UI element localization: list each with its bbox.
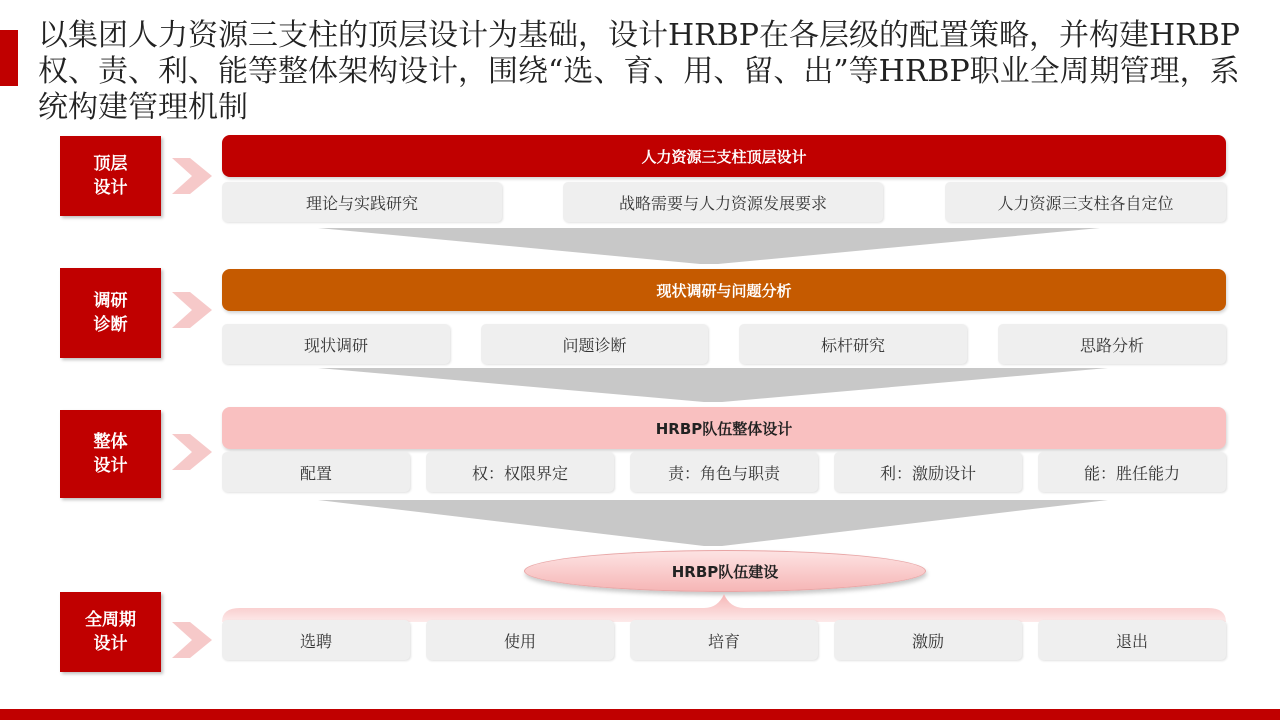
item-benchmark-study: 标杆研究 (739, 324, 967, 364)
stage-band-top-level: 人力资源三支柱顶层设计 (222, 135, 1226, 177)
item-exit: 退出 (1038, 620, 1226, 660)
item-incentive-design: 利：激励设计 (834, 452, 1022, 492)
title-accent-bar (0, 30, 18, 86)
stage-label-overall-design (60, 410, 161, 498)
item-allocation: 配置 (222, 452, 410, 492)
stage-label-text: 顶层设计 (93, 154, 128, 198)
stage-band-research: 现状调研与问题分析 (222, 269, 1226, 311)
stage-label-top-level (60, 136, 161, 216)
item-competency: 能：胜任能力 (1038, 452, 1226, 492)
stage-label-text: 调研诊断 (93, 291, 128, 335)
funnel-arrow (318, 368, 1108, 402)
chevron-right-icon (172, 620, 216, 660)
item-strategy-needs: 战略需要与人力资源发展要求 (563, 182, 883, 222)
item-theory-practice: 理论与实践研究 (222, 182, 502, 222)
stage-label-text: 全周期设计 (85, 610, 136, 654)
team-building-ellipse: HRBP队伍建设 (524, 550, 926, 592)
chevron-right-icon (172, 290, 216, 330)
funnel-arrow (318, 228, 1100, 264)
item-pillar-positioning: 人力资源三支柱各自定位 (945, 182, 1226, 222)
item-responsibility: 责：角色与职责 (630, 452, 818, 492)
page-title: 以集团人力资源三支柱的顶层设计为基础，设计HRBP在各层级的配置策略，并构建HRBP权、责、利、能等整体架构设计，围绕“选、育、用、留、出”等HRBP职业全周期管理，系统构建管理机制 (38, 18, 1240, 125)
chevron-right-icon (172, 432, 216, 472)
item-development: 培育 (630, 620, 818, 660)
item-authority: 权：权限界定 (426, 452, 614, 492)
stage-label-lifecycle-design (60, 592, 161, 672)
stage-label-research (60, 268, 161, 358)
footer-bar (0, 709, 1280, 720)
item-incentive: 激励 (834, 620, 1022, 660)
item-deployment: 使用 (426, 620, 614, 660)
item-approach-analysis: 思路分析 (998, 324, 1226, 364)
chevron-right-icon (172, 156, 216, 196)
funnel-arrow (318, 500, 1108, 546)
item-status-survey: 现状调研 (222, 324, 450, 364)
stage-band-overall-design: HRBP队伍整体设计 (222, 407, 1226, 449)
item-problem-diagnosis: 问题诊断 (481, 324, 708, 364)
item-recruitment: 选聘 (222, 620, 410, 660)
stage-label-text: 整体设计 (93, 432, 128, 476)
